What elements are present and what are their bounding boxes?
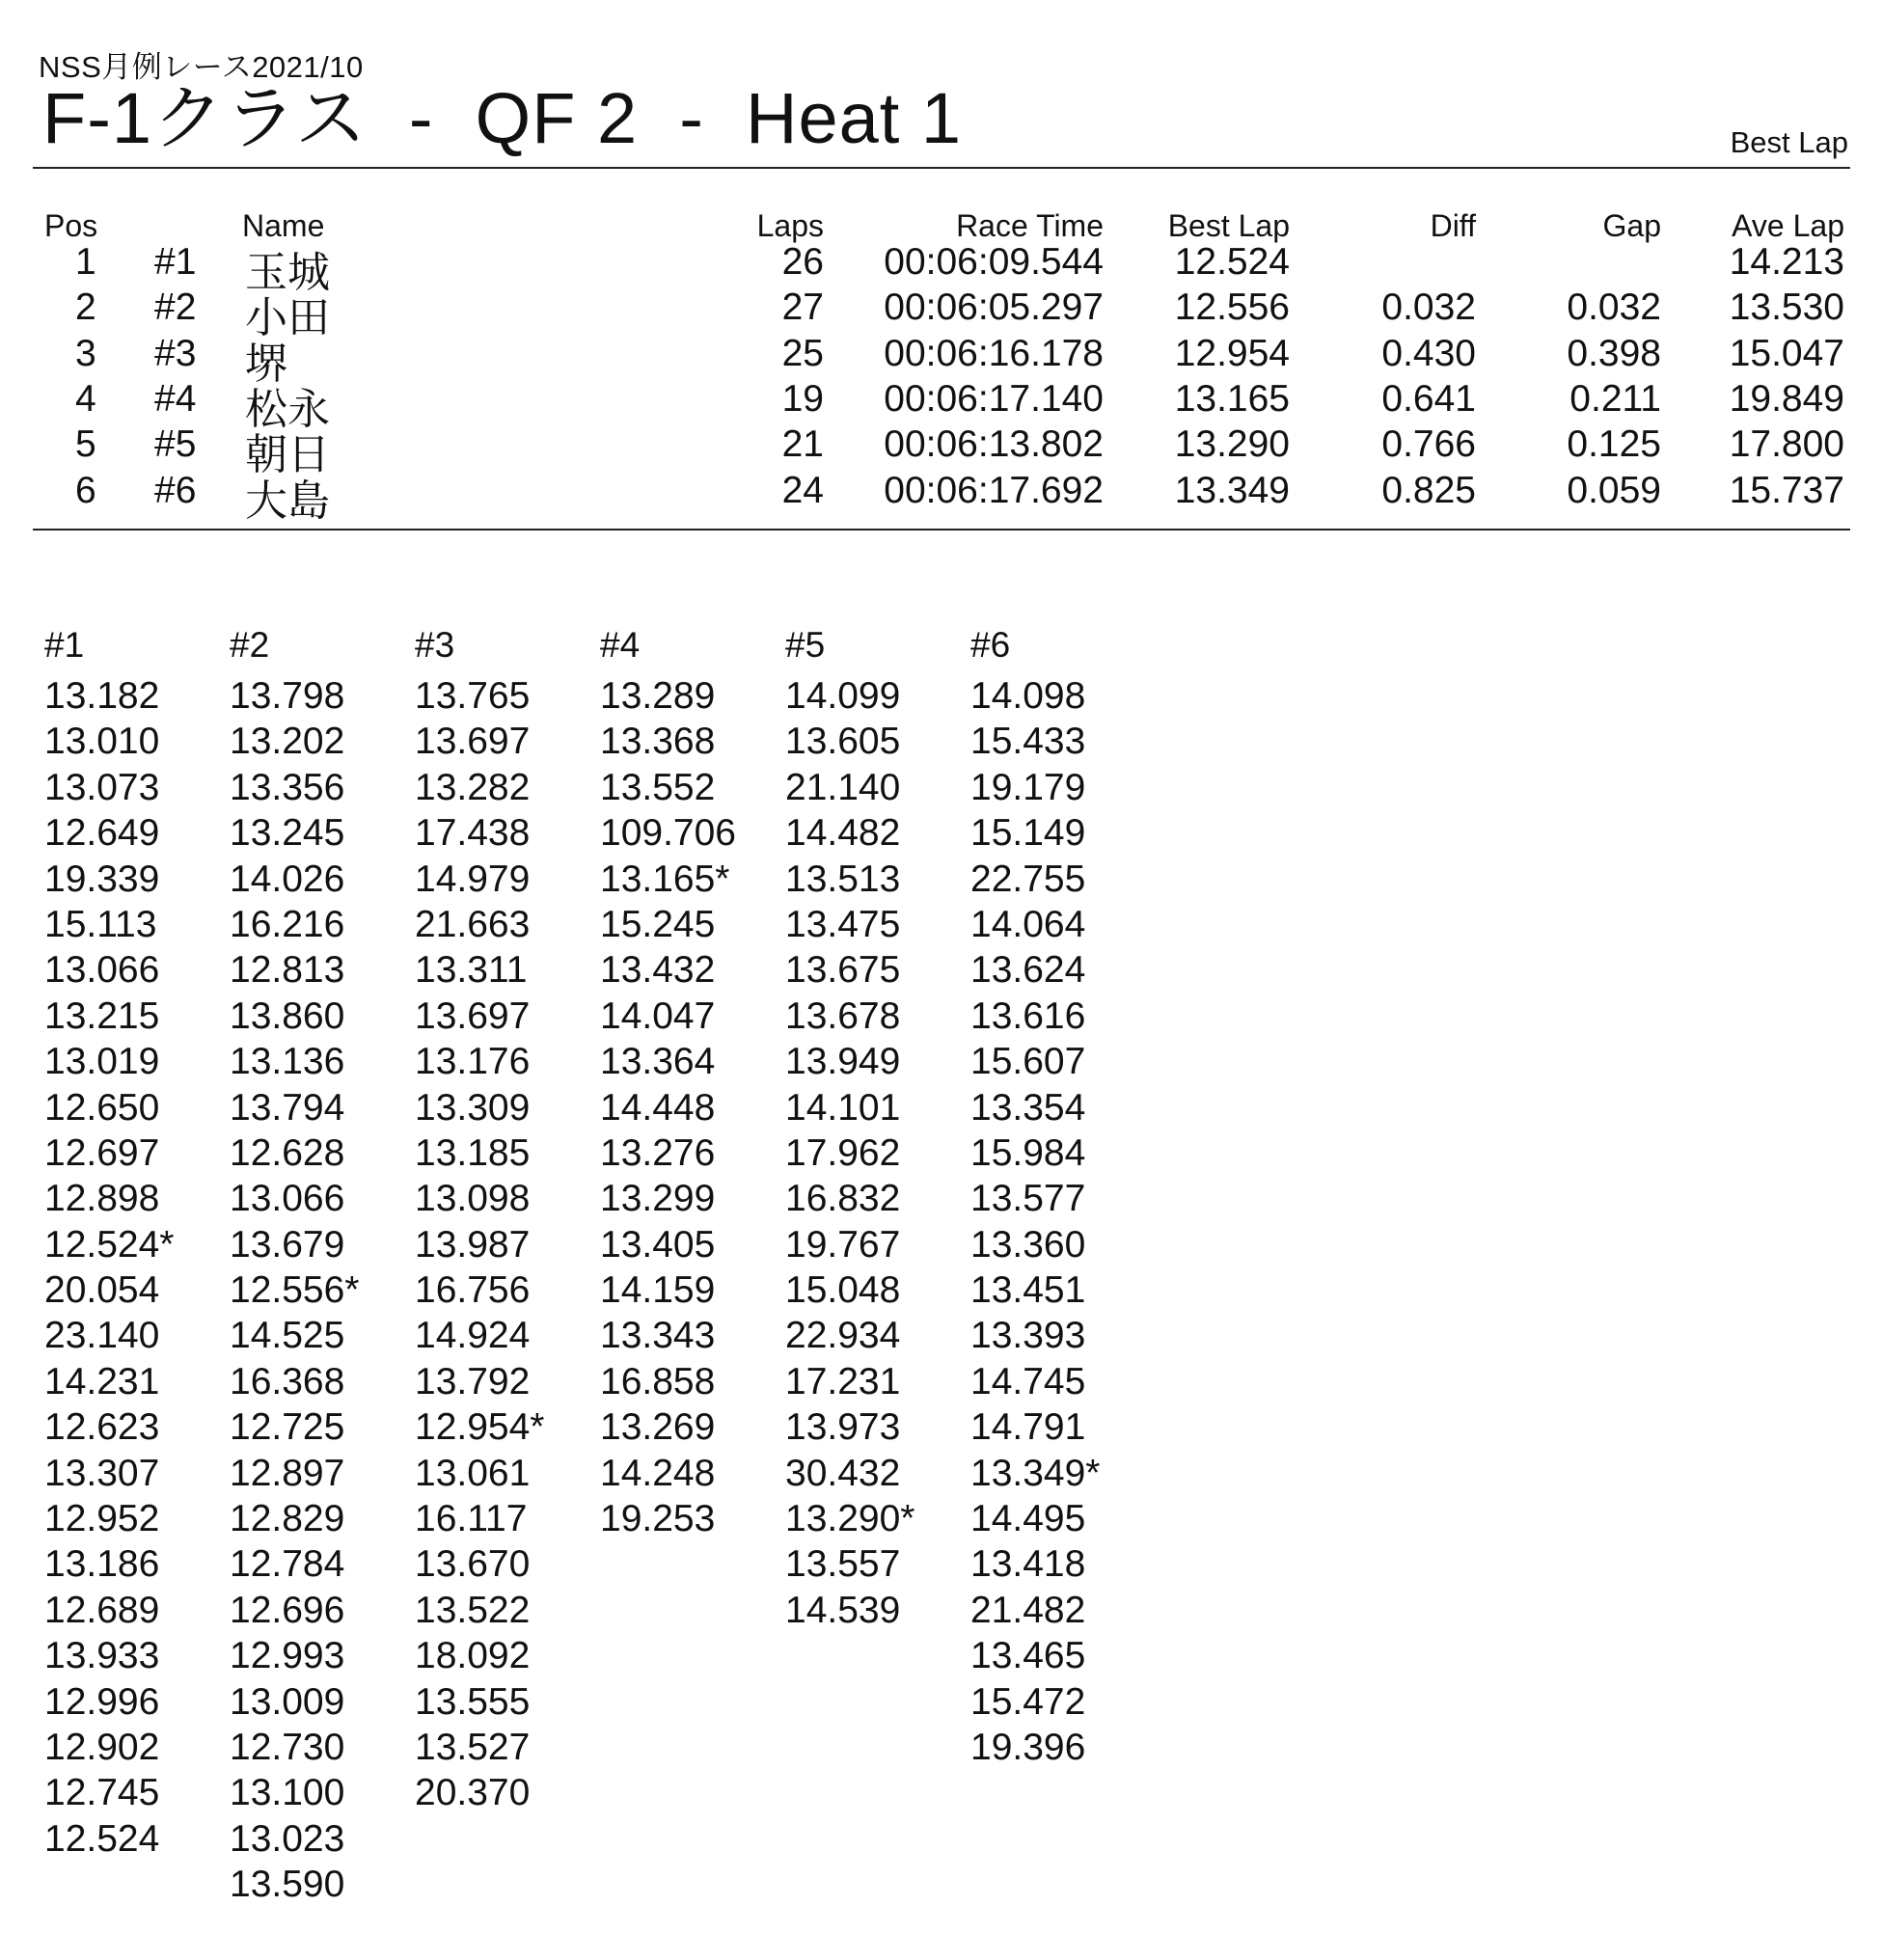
lap-time: 13.309 [415, 1086, 531, 1129]
lap-time: 13.276 [600, 1131, 716, 1174]
results-divider [33, 529, 1850, 531]
result-race-time: 00:06:09.544 [884, 241, 1104, 283]
lap-time: 15.984 [970, 1131, 1086, 1174]
lap-time: 14.745 [970, 1360, 1086, 1402]
lap-time: 13.679 [230, 1223, 345, 1266]
result-best-lap: 12.524 [1174, 241, 1290, 283]
lap-time: 16.832 [785, 1178, 901, 1220]
result-race-time: 00:06:05.297 [884, 286, 1104, 329]
lap-time: 13.393 [970, 1315, 1086, 1357]
lap-time: 13.368 [600, 721, 716, 763]
lap-time: 12.524* [44, 1223, 175, 1266]
lap-time: 17.231 [785, 1360, 901, 1402]
lap-time: 30.432 [785, 1452, 901, 1494]
lap-column [600, 625, 783, 1541]
result-laps: 24 [781, 469, 824, 511]
lap-time: 16.368 [230, 1360, 345, 1402]
lap-time: 12.902 [44, 1726, 160, 1768]
lap-time: 19.179 [970, 766, 1086, 808]
lap-column [415, 625, 598, 1816]
lap-time: 14.064 [970, 903, 1086, 945]
lap-time: 13.557 [785, 1543, 901, 1586]
result-driver-name: 小田 [245, 294, 330, 342]
lap-time: 12.954* [415, 1406, 545, 1449]
lap-time: 12.898 [44, 1178, 160, 1220]
lap-time: 14.099 [785, 675, 901, 717]
lap-column-header: #2 [230, 625, 270, 665]
lap-time: 15.607 [970, 1041, 1086, 1083]
lap-time: 13.343 [600, 1315, 716, 1357]
lap-time: 13.066 [44, 949, 160, 992]
lap-time: 13.987 [415, 1223, 531, 1266]
lap-time: 13.675 [785, 949, 901, 992]
table-row [0, 332, 1883, 388]
lap-time: 13.245 [230, 812, 345, 855]
lap-time: 13.418 [970, 1543, 1086, 1586]
result-pos: 2 [75, 286, 96, 329]
lap-time: 19.396 [970, 1726, 1086, 1768]
table-row [0, 377, 1883, 433]
result-laps: 19 [781, 377, 824, 420]
lap-time: 12.897 [230, 1452, 345, 1494]
lap-time: 13.073 [44, 766, 160, 808]
lap-time: 13.349* [970, 1452, 1101, 1494]
result-best-lap: 12.954 [1174, 332, 1290, 374]
lap-time: 13.552 [600, 766, 716, 808]
lap-time: 13.356 [230, 766, 345, 808]
result-diff: 0.641 [1381, 377, 1476, 420]
lap-time: 12.697 [44, 1131, 160, 1174]
header-laps: Laps [756, 208, 824, 243]
lap-time: 13.933 [44, 1635, 160, 1677]
result-race-time: 00:06:17.140 [884, 377, 1104, 420]
lap-time: 19.767 [785, 1223, 901, 1266]
result-race-time: 00:06:13.802 [884, 423, 1104, 466]
lap-time: 14.448 [600, 1086, 716, 1129]
lap-time: 13.098 [415, 1178, 531, 1220]
lap-time: 12.649 [44, 812, 160, 855]
result-car-number: #2 [154, 286, 197, 329]
lap-time: 18.092 [415, 1635, 531, 1677]
lap-column [44, 625, 228, 1862]
lap-time: 13.364 [600, 1041, 716, 1083]
result-pos: 3 [75, 332, 96, 374]
header-diff: Diff [1430, 208, 1476, 243]
lap-time: 13.269 [600, 1406, 716, 1449]
lap-time: 13.860 [230, 994, 345, 1037]
lap-time: 15.149 [970, 812, 1086, 855]
event-name: NSS月例レース2021/10 [39, 50, 364, 84]
result-ave-lap: 15.737 [1729, 469, 1844, 511]
lap-time: 13.577 [970, 1178, 1086, 1220]
result-ave-lap: 15.047 [1729, 332, 1844, 374]
lap-time: 13.136 [230, 1041, 345, 1083]
lap-time: 20.370 [415, 1772, 531, 1814]
lap-time: 22.755 [970, 858, 1086, 900]
lap-time: 13.949 [785, 1041, 901, 1083]
lap-column-header: #4 [600, 625, 641, 665]
lap-time: 13.010 [44, 721, 160, 763]
lap-time: 14.791 [970, 1406, 1086, 1449]
lap-column [970, 625, 1154, 1770]
lap-time: 13.697 [415, 721, 531, 763]
result-best-lap: 12.556 [1174, 286, 1290, 329]
lap-time: 13.185 [415, 1131, 531, 1174]
result-diff: 0.825 [1381, 469, 1476, 511]
lap-time: 13.678 [785, 994, 901, 1037]
lap-time: 15.113 [44, 903, 157, 945]
lap-time: 13.765 [415, 675, 531, 717]
lap-time: 21.663 [415, 903, 531, 945]
lap-time: 12.623 [44, 1406, 160, 1449]
header-gap: Gap [1602, 208, 1661, 243]
result-laps: 25 [781, 332, 824, 374]
lap-time: 20.054 [44, 1269, 160, 1312]
lap-time: 13.405 [600, 1223, 716, 1266]
result-driver-name: 松永 [245, 385, 330, 433]
lap-column [230, 625, 413, 1908]
lap-time: 12.556* [230, 1269, 360, 1312]
lap-time: 13.798 [230, 675, 345, 717]
result-driver-name: 朝日 [245, 431, 330, 479]
lap-time: 21.482 [970, 1589, 1086, 1631]
lap-time: 17.962 [785, 1131, 901, 1174]
lap-time: 13.465 [970, 1635, 1086, 1677]
result-diff: 0.430 [1381, 332, 1476, 374]
result-gap: 0.398 [1567, 332, 1661, 374]
lap-time: 14.482 [785, 812, 901, 855]
table-row [0, 423, 1883, 479]
lap-time: 14.047 [600, 994, 716, 1037]
lap-column-header: #1 [44, 625, 85, 665]
lap-time: 13.165* [600, 858, 730, 900]
lap-time: 16.858 [600, 1360, 716, 1402]
lap-time: 13.299 [600, 1178, 716, 1220]
lap-time: 14.159 [600, 1269, 716, 1312]
result-diff: 0.032 [1381, 286, 1476, 329]
lap-time: 13.289 [600, 675, 716, 717]
lap-time: 13.670 [415, 1543, 531, 1586]
lap-time: 15.048 [785, 1269, 901, 1312]
lap-time: 12.784 [230, 1543, 345, 1586]
result-diff: 0.766 [1381, 423, 1476, 466]
result-pos: 4 [75, 377, 96, 420]
lap-time: 13.624 [970, 949, 1086, 992]
lap-column [785, 625, 969, 1633]
lap-time: 109.706 [600, 812, 736, 855]
lap-time: 13.973 [785, 1406, 901, 1449]
lap-time: 12.650 [44, 1086, 160, 1129]
result-best-lap: 13.165 [1174, 377, 1290, 420]
lap-time: 12.813 [230, 949, 345, 992]
lap-time: 14.231 [44, 1360, 160, 1402]
lap-time: 13.527 [415, 1726, 531, 1768]
result-pos: 1 [75, 241, 96, 283]
lap-time: 23.140 [44, 1315, 160, 1357]
page-title: F-1クラス - QF 2 - Heat 1 [42, 78, 963, 158]
header-pos: Pos [44, 208, 98, 243]
lap-time: 16.756 [415, 1269, 531, 1312]
result-best-lap: 13.290 [1174, 423, 1290, 466]
lap-time: 13.432 [600, 949, 716, 992]
result-best-lap: 13.349 [1174, 469, 1290, 511]
result-car-number: #1 [154, 241, 197, 283]
lap-time: 13.100 [230, 1772, 345, 1814]
result-laps: 21 [781, 423, 824, 466]
lap-time: 13.009 [230, 1680, 345, 1723]
result-gap: 0.032 [1567, 286, 1661, 329]
lap-column-header: #6 [970, 625, 1011, 665]
header-best-lap: Best Lap [1167, 208, 1290, 243]
result-race-time: 00:06:16.178 [884, 332, 1104, 374]
header-divider [33, 167, 1850, 169]
result-ave-lap: 17.800 [1729, 423, 1844, 466]
lap-time: 16.216 [230, 903, 345, 945]
lap-time: 12.730 [230, 1726, 345, 1768]
lap-time: 12.829 [230, 1498, 345, 1540]
result-laps: 26 [781, 241, 824, 283]
lap-time: 13.019 [44, 1041, 160, 1083]
lap-time: 13.555 [415, 1680, 531, 1723]
lap-time: 19.339 [44, 858, 160, 900]
lap-time: 14.539 [785, 1589, 901, 1631]
result-laps: 27 [781, 286, 824, 329]
result-car-number: #3 [154, 332, 197, 374]
lap-time: 14.924 [415, 1315, 531, 1357]
result-car-number: #5 [154, 423, 197, 466]
result-pos: 5 [75, 423, 96, 466]
lap-column-header: #3 [415, 625, 455, 665]
lap-time: 13.186 [44, 1543, 160, 1586]
lap-time: 14.101 [785, 1086, 901, 1129]
lap-time: 13.590 [230, 1864, 345, 1906]
result-driver-name: 大島 [245, 476, 330, 525]
lap-time: 15.245 [600, 903, 716, 945]
table-row [0, 241, 1883, 296]
result-ave-lap: 19.849 [1729, 377, 1844, 420]
lap-time: 21.140 [785, 766, 901, 808]
result-car-number: #6 [154, 469, 197, 511]
lap-time: 12.996 [44, 1680, 160, 1723]
lap-time: 13.792 [415, 1360, 531, 1402]
table-row [0, 286, 1883, 342]
header-race-time: Race Time [956, 208, 1104, 243]
lap-time: 13.290* [785, 1498, 915, 1540]
lap-time: 13.311 [415, 949, 528, 992]
lap-time: 13.061 [415, 1452, 531, 1494]
lap-time: 12.952 [44, 1498, 160, 1540]
lap-time: 13.202 [230, 721, 345, 763]
lap-time: 12.689 [44, 1589, 160, 1631]
lap-time: 14.525 [230, 1315, 345, 1357]
result-race-time: 00:06:17.692 [884, 469, 1104, 511]
result-driver-name: 堺 [245, 340, 287, 388]
result-gap: 0.059 [1567, 469, 1661, 511]
result-driver-name: 玉城 [245, 249, 330, 296]
lap-time: 13.182 [44, 675, 160, 717]
lap-time: 13.307 [44, 1452, 160, 1494]
header-name: Name [242, 208, 325, 243]
result-ave-lap: 13.530 [1729, 286, 1844, 329]
lap-time: 12.993 [230, 1635, 345, 1677]
lap-time: 12.745 [44, 1772, 160, 1814]
lap-time: 13.522 [415, 1589, 531, 1631]
lap-time: 13.697 [415, 994, 531, 1037]
lap-time: 16.117 [415, 1498, 528, 1540]
result-pos: 6 [75, 469, 96, 511]
header-ave-lap: Ave Lap [1732, 208, 1844, 243]
lap-time: 13.475 [785, 903, 901, 945]
lap-time: 15.433 [970, 721, 1086, 763]
lap-time: 12.628 [230, 1131, 345, 1174]
result-gap: 0.125 [1567, 423, 1661, 466]
lap-time: 13.354 [970, 1086, 1086, 1129]
lap-time: 13.513 [785, 858, 901, 900]
lap-time: 13.066 [230, 1178, 345, 1220]
table-row [0, 469, 1883, 525]
lap-time: 22.934 [785, 1315, 901, 1357]
lap-time: 13.794 [230, 1086, 345, 1129]
lap-time: 14.098 [970, 675, 1086, 717]
lap-time: 15.472 [970, 1680, 1086, 1723]
lap-time: 13.215 [44, 994, 160, 1037]
sort-label: Best Lap [1730, 125, 1848, 159]
lap-time: 13.616 [970, 994, 1086, 1037]
lap-time: 19.253 [600, 1498, 716, 1540]
lap-time: 13.023 [230, 1817, 345, 1860]
lap-time: 13.176 [415, 1041, 531, 1083]
lap-time: 13.451 [970, 1269, 1086, 1312]
lap-time: 13.360 [970, 1223, 1086, 1266]
lap-time: 14.979 [415, 858, 531, 900]
lap-time: 12.524 [44, 1817, 160, 1860]
lap-time: 13.282 [415, 766, 531, 808]
result-ave-lap: 14.213 [1729, 241, 1844, 283]
lap-time: 13.605 [785, 721, 901, 763]
lap-time: 12.725 [230, 1406, 345, 1449]
lap-time: 17.438 [415, 812, 531, 855]
result-car-number: #4 [154, 377, 197, 420]
result-gap: 0.211 [1569, 377, 1661, 420]
lap-time: 14.248 [600, 1452, 716, 1494]
lap-time: 14.026 [230, 858, 345, 900]
lap-column-header: #5 [785, 625, 826, 665]
lap-time: 12.696 [230, 1589, 345, 1631]
lap-time: 14.495 [970, 1498, 1086, 1540]
